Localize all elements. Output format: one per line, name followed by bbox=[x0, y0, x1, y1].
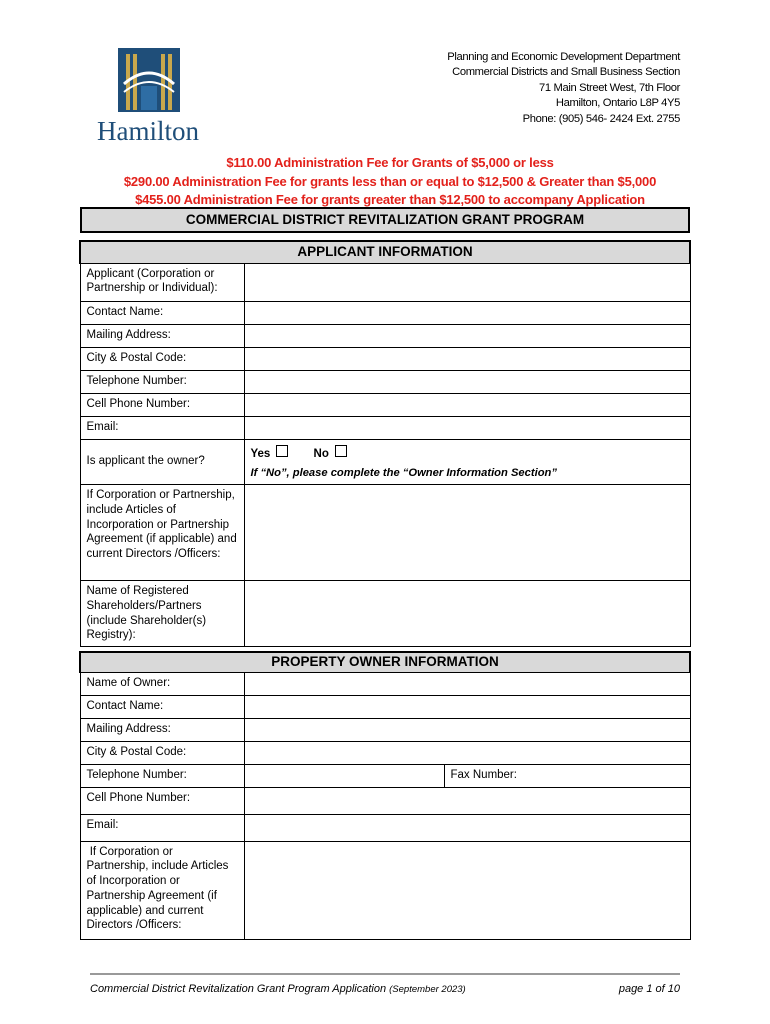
applicant-section-heading: APPLICANT INFORMATION bbox=[80, 241, 690, 263]
applicant-information-table bbox=[79, 240, 691, 647]
address-line: Commercial Districts and Small Business Section bbox=[452, 66, 680, 79]
fee-line: $455.00 Administration Fee for grants greater than $12,500 to accompany Application bbox=[135, 192, 645, 207]
address-line: Hamilton, Ontario L8P 4Y5 bbox=[555, 97, 680, 110]
owner-fax-field[interactable] bbox=[444, 764, 690, 787]
owner-telephone-label: Telephone Number: bbox=[80, 764, 244, 787]
page-number: page 1 of 10 bbox=[618, 983, 680, 995]
owner-corporation-documents-field[interactable] bbox=[244, 841, 690, 939]
footer-divider bbox=[90, 973, 680, 975]
footer-date: (September 2023) bbox=[389, 984, 466, 995]
shareholders-field[interactable] bbox=[244, 581, 690, 647]
owner-city-field[interactable] bbox=[244, 741, 690, 764]
logo-wordmark: Hamilton bbox=[97, 116, 199, 146]
mailing-address-label: Mailing Address: bbox=[80, 324, 244, 347]
email-label: Email: bbox=[80, 416, 244, 439]
owner-mailing-label: Mailing Address: bbox=[80, 718, 244, 741]
owner-corporation-documents-label: If Corporation or Partnership, include Articles of Incorporation or Partnership Agreement (if applicable) and current Directors /Officers: bbox=[80, 841, 244, 939]
owner-name-field[interactable] bbox=[244, 672, 690, 695]
footer-document-title bbox=[90, 983, 466, 995]
owner-city-label: City & Postal Code: bbox=[80, 741, 244, 764]
program-title: COMMERCIAL DISTRICT REVITALIZATION GRANT PROGRAM bbox=[80, 207, 690, 233]
owner-section-note: If “No”, please complete the “Owner Information Section” bbox=[250, 467, 557, 480]
contact-name-label: Contact Name: bbox=[80, 301, 244, 324]
telephone-label: Telephone Number: bbox=[80, 370, 244, 393]
owner-telephone-field[interactable] bbox=[244, 764, 444, 787]
owner-contact-label: Contact Name: bbox=[80, 695, 244, 718]
fax-label: Fax Number: bbox=[450, 768, 517, 781]
applicant-field[interactable] bbox=[244, 263, 690, 301]
fee-line: $290.00 Administration Fee for grants less than or equal to $12,500 & Greater than $5,000 bbox=[123, 173, 657, 189]
address-line: Planning and Economic Development Department bbox=[447, 51, 680, 63]
corporation-documents-label: If Corporation or Partnership, include Articles of Incorporation or Partnership Agreement (if applicable) and current Directors /Officers: bbox=[80, 485, 244, 581]
address-line: 71 Main Street West, 7th Floor bbox=[538, 81, 680, 94]
cell-phone-label: Cell Phone Number: bbox=[80, 393, 244, 416]
fee-line: $110.00 Administration Fee for Grants of $5,000 or less bbox=[226, 155, 554, 170]
corporation-documents-field[interactable] bbox=[244, 485, 690, 581]
email-field[interactable] bbox=[244, 416, 690, 439]
shareholders-label: Name of Registered Shareholders/Partners (include Shareholder(s) Registry): bbox=[80, 581, 244, 647]
telephone-field[interactable] bbox=[244, 370, 690, 393]
cell-phone-field[interactable] bbox=[244, 393, 690, 416]
property-owner-table bbox=[79, 651, 691, 940]
owner-name-label: Name of Owner: bbox=[80, 672, 244, 695]
address-line: Phone: (905) 546- 2424 Ext. 2755 bbox=[522, 112, 680, 125]
no-label: No bbox=[313, 447, 329, 460]
owner-section-heading: PROPERTY OWNER INFORMATION bbox=[80, 652, 690, 672]
city-postal-label: City & Postal Code: bbox=[80, 347, 244, 370]
no-checkbox[interactable] bbox=[335, 445, 347, 457]
footer-title: Commercial District Revitalization Grant Program Application bbox=[90, 983, 387, 995]
is-owner-label: Is applicant the owner? bbox=[80, 439, 244, 485]
owner-mailing-field[interactable] bbox=[244, 718, 690, 741]
applicant-label: Applicant (Corporation or Partnership or Individual): bbox=[80, 263, 244, 301]
is-owner-field bbox=[244, 439, 690, 485]
owner-contact-field[interactable] bbox=[244, 695, 690, 718]
administration-fees bbox=[60, 154, 720, 210]
owner-email-label: Email: bbox=[80, 814, 244, 841]
yes-checkbox[interactable] bbox=[276, 445, 288, 457]
contact-name-field[interactable] bbox=[244, 301, 690, 324]
owner-cell-field[interactable] bbox=[244, 787, 690, 814]
yes-label: Yes bbox=[250, 447, 271, 460]
department-address bbox=[447, 50, 680, 127]
yes-no-options bbox=[251, 445, 684, 462]
city-postal-field[interactable] bbox=[244, 347, 690, 370]
owner-email-field[interactable] bbox=[244, 814, 690, 841]
mailing-address-field[interactable] bbox=[244, 324, 690, 347]
owner-cell-label: Cell Phone Number: bbox=[80, 787, 244, 814]
